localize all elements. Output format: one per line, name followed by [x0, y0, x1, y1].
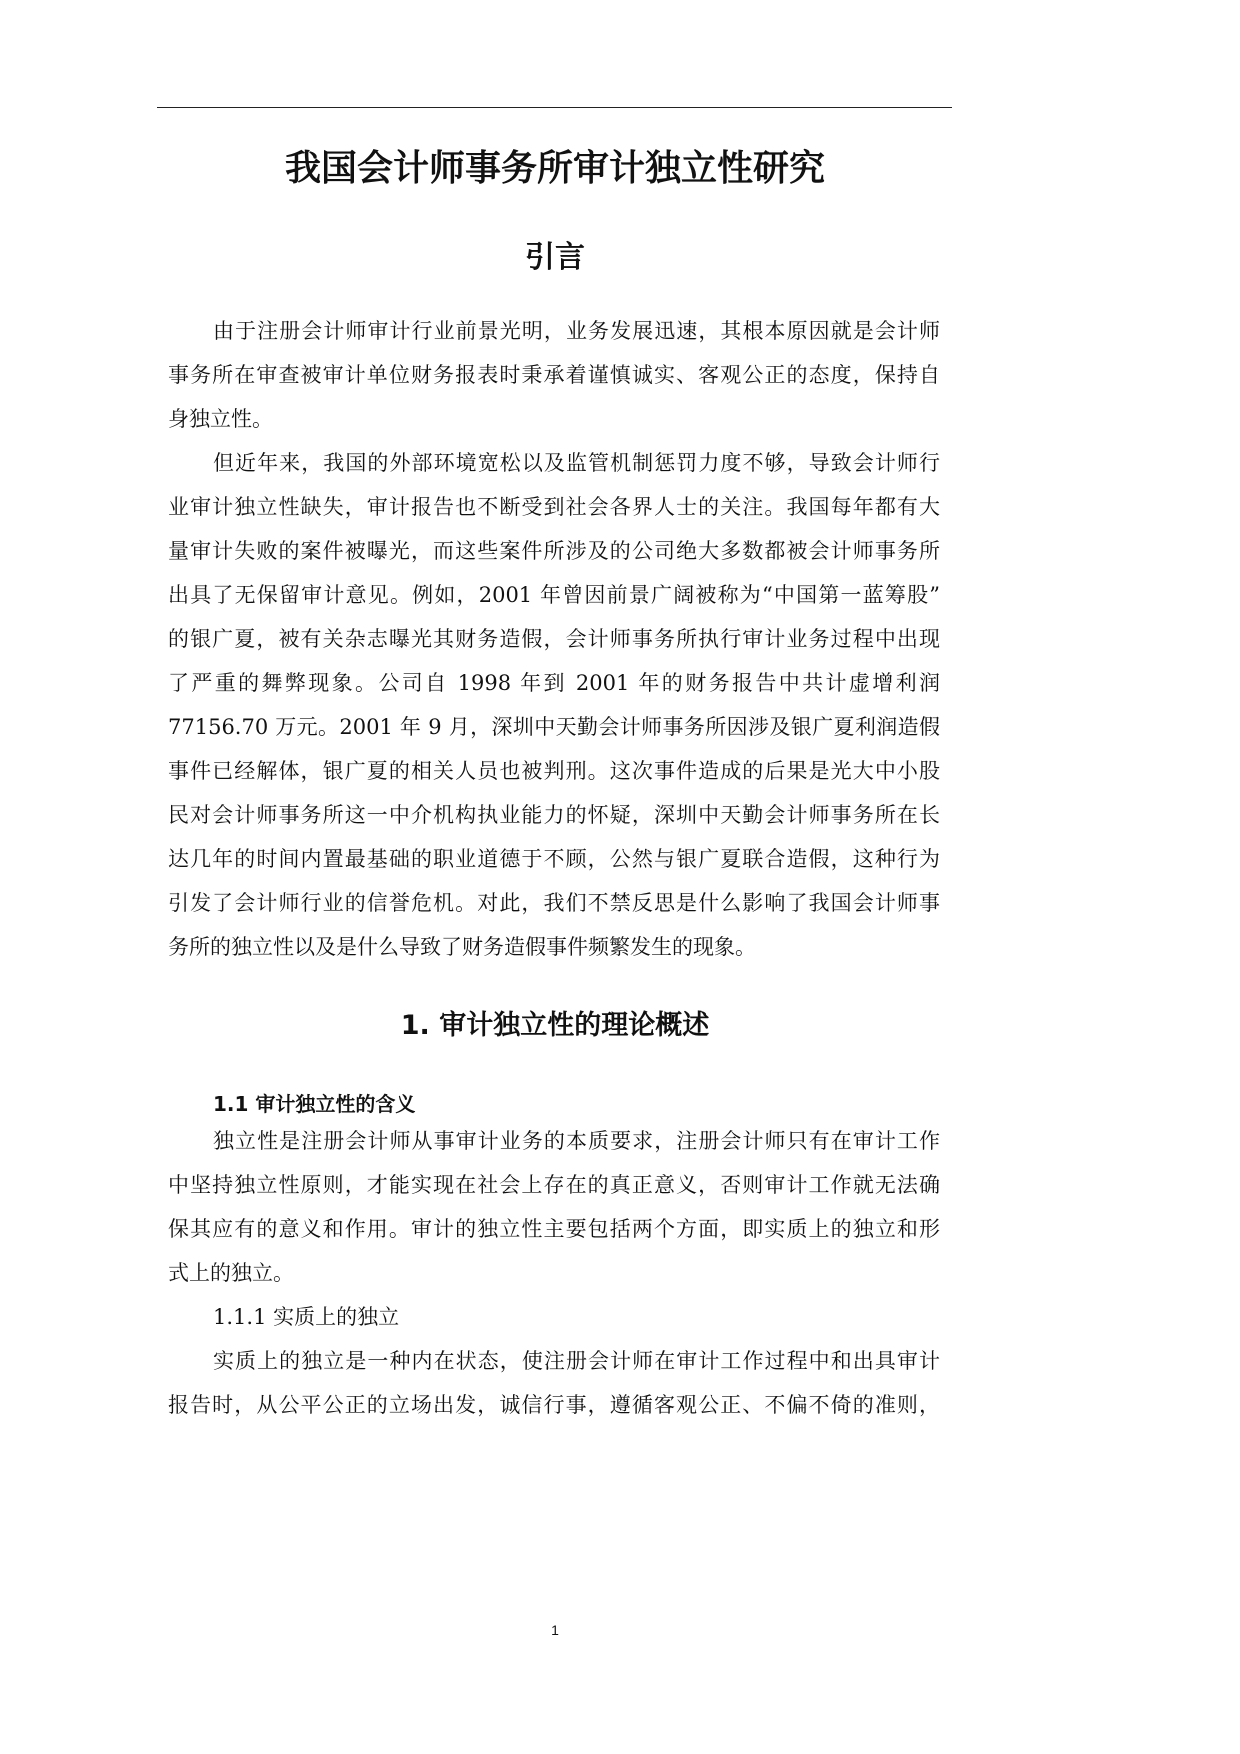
text-line: 77156.70 万元。2001 年 9 月，深圳中天勤会计师事务所因涉及银广夏利润造假 [168, 715, 940, 739]
text-line: 由于注册会计师审计行业前景光明，业务发展迅速，其根本原因就是会计师 [213, 319, 940, 343]
text-line: 保其应有的意义和作用。审计的独立性主要包括两个方面，即实质上的独立和形 [168, 1217, 940, 1241]
text-line: 民对会计师事务所这一中介机构执业能力的怀疑，深圳中天勤会计师事务所在长 [168, 803, 940, 827]
text-line: 业审计独立性缺失，审计报告也不断受到社会各界人士的关注。我国每年都有大 [168, 495, 940, 519]
text-line: 了严重的舞弊现象。公司自 1998 年到 2001 年的财务报告中共计虚增利润 [168, 671, 940, 695]
document-title: 我国会计师事务所审计独立性研究 [284, 148, 825, 189]
text-line: 引发了会计师行业的信誉危机。对此，我们不禁反思是什么影响了我国会计师事 [168, 891, 940, 915]
intro-heading: 引言 [525, 240, 585, 275]
text-line: 式上的独立。 [168, 1261, 294, 1285]
text-line: 但近年来，我国的外部环境宽松以及监管机制惩罚力度不够，导致会计师行 [213, 451, 940, 475]
text-line: 达几年的时间内置最基础的职业道德于不顾，公然与银广夏联合造假，这种行为 [168, 847, 940, 871]
text-line: 身独立性。 [168, 407, 273, 431]
text-line: 量审计失败的案件被曝光，而这些案件所涉及的公司绝大多数都被会计师事务所 [168, 539, 940, 563]
text-line: 实质上的独立是一种内在状态，使注册会计师在审计工作过程中和出具审计 [213, 1349, 940, 1373]
section-1-1-heading: 1.1 审计独立性的含义 [213, 1092, 416, 1116]
text-line: 务所的独立性以及是什么导致了财务造假事件频繁发生的现象。 [168, 935, 756, 959]
section-1-1-1-heading: 1.1.1 实质上的独立 [213, 1305, 400, 1329]
text-line: 报告时，从公平公正的立场出发，诚信行事，遵循客观公正、不偏不倚的准则， [168, 1393, 940, 1417]
text-line: 独立性是注册会计师从事审计业务的本质要求，注册会计师只有在审计工作 [213, 1129, 940, 1153]
text-line: 出具了无保留审计意见。例如，2001 年曾因前景广阔被称为“中国第一蓝筹股” [168, 583, 940, 607]
text-line: 事务所在审查被审计单位财务报表时秉承着谨慎诚实、客观公正的态度，保持自 [168, 363, 940, 387]
section-1-heading: 1. 审计独立性的理论概述 [400, 1010, 710, 1041]
intro-paragraph-1 [168, 309, 940, 441]
text-line: 事件已经解体，银广夏的相关人员也被判刑。这次事件造成的后果是光大中小股 [168, 759, 940, 783]
intro-paragraph-2 [168, 441, 940, 969]
header-rule [157, 107, 952, 108]
text-line: 中坚持独立性原则，才能实现在社会上存在的真正意义，否则审计工作就无法确 [168, 1173, 940, 1197]
text-line: 的银广夏，被有关杂志曝光其财务造假，会计师事务所执行审计业务过程中出现 [168, 627, 940, 651]
page-number: 1 [551, 1622, 559, 1638]
section-1-1-paragraph [168, 1119, 940, 1427]
